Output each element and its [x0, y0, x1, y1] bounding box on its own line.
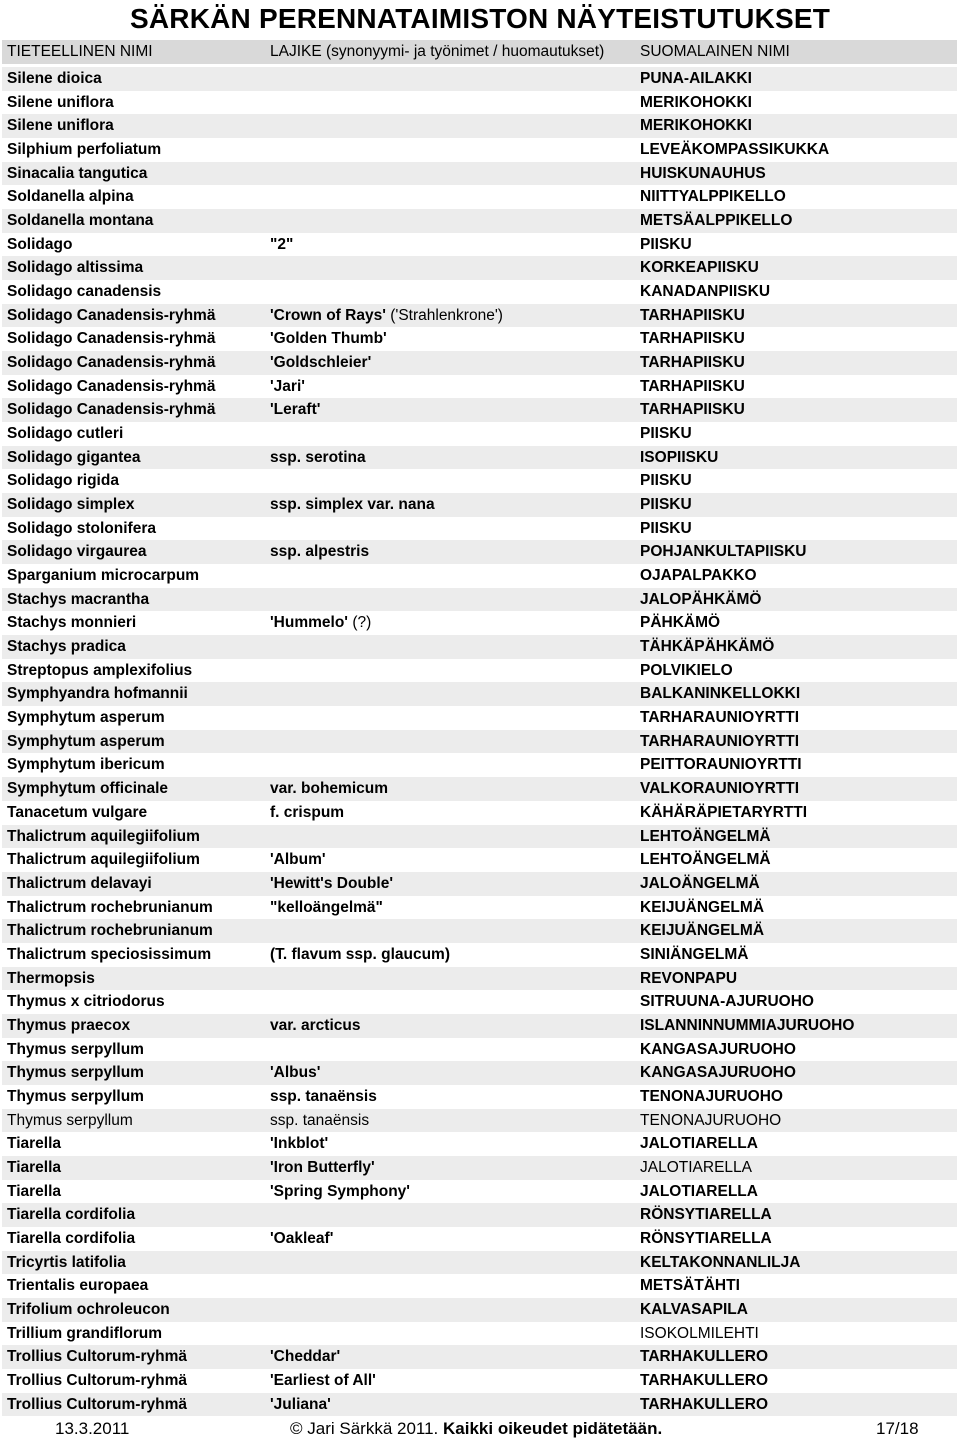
cultivar-cell [270, 1088, 377, 1106]
scientific-name-cell: Solidago Canadensis-ryhmä [7, 401, 216, 419]
cultivar-cell [270, 1348, 340, 1366]
cultivar-text: ssp. alpestris [270, 543, 370, 561]
finnish-name-cell: SITRUUNA-AJURUOHO [640, 993, 814, 1011]
scientific-name-cell: Silene uniflora [7, 93, 114, 111]
cultivar-note: ('Strahlenkrone') [390, 306, 503, 324]
scientific-name-cell: Thermopsis [7, 969, 95, 987]
table-row [2, 872, 957, 896]
finnish-name-cell: PEITTORAUNIOYRTTI [640, 756, 802, 774]
finnish-name-cell: REVONPAPU [640, 969, 738, 987]
scientific-name-cell: Trollius Cultorum-ryhmä [7, 1371, 187, 1389]
finnish-name-cell: LEHTOÄNGELMÄ [640, 851, 771, 869]
finnish-name-cell: TARHAKULLERO [640, 1371, 769, 1389]
finnish-name-cell: PIISKU [640, 425, 692, 443]
scientific-name-cell: Tiarella cordifolia [7, 1229, 136, 1247]
finnish-name-cell: POLVIKIELO [640, 661, 733, 679]
scientific-name-cell: Solidago canadensis [7, 283, 162, 301]
finnish-name-cell: TARHAPIISKU [640, 354, 745, 372]
finnish-name-cell: TARHARAUNIOYRTTI [640, 709, 800, 727]
cultivar-text: ssp. serotina [270, 448, 366, 466]
scientific-name-cell: Trifolium ochroleucon [7, 1300, 170, 1318]
table-row [2, 233, 957, 257]
cultivar-text: 'Hewitt's Double' [270, 874, 394, 892]
column-header-finnish-name: SUOMALAINEN NIMI [640, 43, 790, 60]
scientific-name-cell: Solidago Canadensis-ryhmä [7, 377, 216, 395]
scientific-name-cell: Tiarella cordifolia [7, 1206, 136, 1224]
finnish-name-cell: BALKANINKELLOKKI [640, 685, 801, 703]
table-row [2, 114, 957, 138]
scientific-name-cell: Tiarella [7, 1135, 62, 1153]
table-row [2, 138, 957, 162]
page-title: SÄRKÄN PERENNATAIMISTON NÄYTEISTUTUKSET [130, 3, 831, 34]
finnish-name-cell: TARHAPIISKU [640, 306, 745, 324]
finnish-name-cell: TÄHKÄPÄHKÄMÖ [640, 638, 775, 656]
cultivar-text: var. bohemicum [270, 780, 389, 798]
finnish-name-cell: LEVEÄKOMPASSIKUKKA [640, 141, 830, 159]
finnish-name-cell: KANADANPIISKU [640, 283, 771, 301]
cultivar-text: f. crispum [270, 803, 345, 821]
table-row [2, 162, 957, 186]
table-row [2, 1038, 957, 1062]
scientific-name-cell: Silphium perfoliatum [7, 141, 162, 159]
scientific-name-cell: Sinacalia tangutica [7, 164, 148, 182]
column-header-cultivar: LAJIKE (synonyymi- ja työnimet / huomautukset) [270, 43, 605, 60]
cultivar-text: 'Goldschleier' [270, 354, 372, 372]
finnish-name-cell: TARHAPIISKU [640, 401, 745, 419]
finnish-name-cell: JALOÄNGELMÄ [640, 874, 760, 892]
table-row [2, 896, 957, 920]
cultivar-cell [270, 307, 503, 325]
table-row [2, 1180, 957, 1204]
scientific-name-cell: Symphytum officinale [7, 780, 169, 798]
finnish-name-cell: OJAPALPAKKO [640, 567, 757, 585]
cultivar-text: 'Album' [270, 851, 326, 869]
finnish-name-cell: PUNA-AILAKKI [640, 70, 752, 87]
table-row [2, 588, 957, 612]
table-row [2, 256, 957, 280]
scientific-name-cell: Stachys pradica [7, 638, 126, 656]
table-row [2, 1014, 957, 1038]
rights-text: Kaikki oikeudet pidätetään. [443, 1419, 663, 1438]
cultivar-cell [270, 401, 320, 419]
table-row [2, 398, 957, 422]
page-footer [0, 1419, 960, 1443]
cultivar-cell [270, 1112, 369, 1130]
cultivar-cell [270, 1372, 376, 1390]
finnish-name-cell: SINIÄNGELMÄ [640, 945, 749, 963]
table-row [2, 1345, 957, 1369]
table-row [2, 1156, 957, 1180]
cultivar-cell [270, 1017, 360, 1035]
table-row [2, 185, 957, 209]
finnish-name-cell: KÄHÄRÄPIETARYRTTI [640, 803, 808, 821]
cultivar-text: 'Leraft' [270, 401, 321, 419]
finnish-name-cell: TARHAPIISKU [640, 330, 745, 348]
finnish-name-cell: HUISKUNAUHUS [640, 164, 766, 182]
table-row [2, 469, 957, 493]
table-row [2, 446, 957, 470]
cultivar-cell [270, 899, 383, 917]
table-row [2, 67, 957, 91]
finnish-name-cell: TARHAKULLERO [640, 1348, 769, 1366]
scientific-name-cell: Symphyandra hofmannii [7, 685, 188, 703]
table-row [2, 611, 957, 635]
scientific-name-cell: Thalictrum rochebrunianum [7, 898, 213, 916]
scientific-name-cell: Thymus serpyllum [7, 1040, 144, 1058]
cultivar-text: (T. flavum ssp. glaucum) [270, 945, 451, 963]
scientific-name-cell: Stachys monnieri [7, 614, 137, 632]
cultivar-note: (?) [352, 614, 372, 632]
cultivar-text: "kelloängelmä" [270, 898, 383, 916]
cultivar-text: var. arcticus [270, 1016, 361, 1034]
scientific-name-cell: Solidago gigantea [7, 448, 141, 466]
cultivar-cell [270, 236, 293, 254]
finnish-name-cell: PIISKU [640, 472, 692, 490]
finnish-name-cell: MERIKOHOKKI [640, 93, 752, 111]
scientific-name-cell: Solidago rigida [7, 472, 119, 490]
cultivar-text: 'Inkblot' [270, 1135, 329, 1153]
finnish-name-cell: KEIJUÄNGELMÄ [640, 898, 765, 916]
finnish-name-cell: METSÄTÄHTI [640, 1277, 740, 1295]
footer-date: 13.3.2011 [55, 1419, 130, 1438]
scientific-name-cell: Tricyrtis latifolia [7, 1253, 126, 1271]
cultivar-text: 'Hummelo' [270, 614, 348, 632]
cultivar-text: 'Earliest of All' [270, 1371, 376, 1389]
scientific-name-cell: Solidago Canadensis-ryhmä [7, 354, 216, 372]
cultivar-text: 'Spring Symphony' [270, 1182, 410, 1200]
table-row [2, 706, 957, 730]
finnish-name-cell: LEHTOÄNGELMÄ [640, 827, 771, 845]
scientific-name-cell: Solidago [7, 235, 73, 253]
finnish-name-cell: RÖNSYTIARELLA [640, 1206, 772, 1224]
cultivar-text: 'Juliana' [270, 1395, 331, 1413]
finnish-name-cell: TENONAJURUOHO [640, 1111, 782, 1129]
cultivar-cell [270, 875, 393, 893]
table-row [2, 825, 957, 849]
cultivar-cell [270, 354, 371, 372]
scientific-name-cell: Solidago stolonifera [7, 519, 156, 537]
finnish-name-cell: JALOPÄHKÄMÖ [640, 590, 762, 608]
table-row [2, 659, 957, 683]
finnish-name-cell: KORKEAPIISKU [640, 259, 759, 277]
cultivar-cell [270, 780, 388, 798]
scientific-name-cell: Solidago cutleri [7, 425, 124, 443]
table-row [2, 517, 957, 541]
finnish-name-cell: ISOPIISKU [640, 448, 719, 466]
table-row [2, 1203, 957, 1227]
finnish-name-cell: KEIJUÄNGELMÄ [640, 922, 765, 940]
scientific-name-cell: Trillium grandiflorum [7, 1324, 163, 1342]
scientific-name-cell: Solidago Canadensis-ryhmä [7, 330, 216, 348]
finnish-name-cell: KALVASAPILA [640, 1300, 748, 1318]
table-row [2, 280, 957, 304]
scientific-name-cell: Symphytum asperum [7, 732, 165, 750]
table-row [2, 753, 957, 777]
cultivar-text: 'Albus' [270, 1064, 321, 1082]
table-row [2, 1322, 957, 1346]
cultivar-text: 'Cheddar' [270, 1348, 341, 1366]
cultivar-text: ssp. tanaënsis [270, 1087, 377, 1105]
finnish-name-cell: MERIKOHOKKI [640, 117, 752, 135]
cultivar-cell [270, 330, 387, 348]
scientific-name-cell: Tiarella [7, 1182, 62, 1200]
scientific-name-cell: Stachys macrantha [7, 590, 150, 608]
cultivar-cell [270, 1135, 328, 1153]
table-row [2, 967, 957, 991]
scientific-name-cell: Tanacetum vulgare [7, 803, 148, 821]
table-row [2, 1251, 957, 1275]
column-header-scientific-name: TIETEELLINEN NIMI [7, 43, 153, 60]
table-row [2, 730, 957, 754]
finnish-name-cell: RÖNSYTIARELLA [640, 1229, 772, 1247]
cultivar-cell [270, 851, 326, 869]
finnish-name-cell: KELTAKONNANLILJA [640, 1253, 801, 1271]
scientific-name-cell: Symphytum asperum [7, 709, 165, 727]
scientific-name-cell: Thalictrum rochebrunianum [7, 922, 213, 940]
table-row [2, 801, 957, 825]
cultivar-cell [270, 1064, 320, 1082]
cultivar-text: ssp. tanaënsis [270, 1111, 370, 1129]
table-row [2, 1298, 957, 1322]
table-row [2, 375, 957, 399]
scientific-name-cell: Tiarella [7, 1158, 62, 1176]
scientific-name-cell: Thymus serpyllum [7, 1111, 133, 1129]
cultivar-text: 'Crown of Rays' [270, 306, 386, 324]
scientific-name-cell: Silene dioica [7, 70, 102, 87]
scientific-name-cell: Symphytum ibericum [7, 756, 165, 774]
scientific-name-cell: Streptopus amplexifolius [7, 661, 193, 679]
scientific-name-cell: Trientalis europaea [7, 1277, 149, 1295]
table-row [2, 943, 957, 967]
finnish-name-cell: POHJANKULTAPIISKU [640, 543, 807, 561]
cultivar-text: 'Jari' [270, 377, 305, 395]
finnish-name-cell: ISLANNINNUMMIAJURUOHO [640, 1016, 855, 1034]
table-row [2, 777, 957, 801]
copyright-text: © Jari Särkkä 2011. [290, 1419, 439, 1438]
scientific-name-cell: Thalictrum aquilegiifolium [7, 827, 200, 845]
scientific-name-cell: Thalictrum speciosissimum [7, 945, 212, 963]
finnish-name-cell: PIISKU [640, 519, 692, 537]
cultivar-text: ssp. simplex var. nana [270, 496, 435, 514]
table-row [2, 209, 957, 233]
table-row [2, 304, 957, 328]
finnish-name-cell: TARHAPIISKU [640, 377, 745, 395]
finnish-name-cell: TARHAKULLERO [640, 1395, 769, 1413]
table-row [2, 1061, 957, 1085]
table-row [2, 351, 957, 375]
scientific-name-cell: Solidago virgaurea [7, 543, 147, 561]
scientific-name-cell: Thymus x citriodorus [7, 993, 165, 1011]
table-row [2, 1132, 957, 1156]
table-row [2, 422, 957, 446]
scientific-name-cell: Solidago Canadensis-ryhmä [7, 306, 216, 324]
footer-copyright [290, 1419, 662, 1439]
table-row [2, 540, 957, 564]
cultivar-cell [270, 543, 369, 561]
scientific-name-cell: Trollius Cultorum-ryhmä [7, 1348, 187, 1366]
cultivar-text: 'Oakleaf' [270, 1229, 334, 1247]
scientific-name-cell: Thalictrum aquilegiifolium [7, 851, 200, 869]
table-row [2, 635, 957, 659]
finnish-name-cell: METSÄALPPIKELLO [640, 212, 793, 230]
scientific-name-cell: Soldanella alpina [7, 188, 134, 206]
cultivar-cell [270, 614, 371, 632]
finnish-name-cell: NIITTYALPPIKELLO [640, 188, 786, 206]
scientific-name-cell: Thymus serpyllum [7, 1064, 144, 1082]
table-row [2, 1393, 957, 1417]
cultivar-cell [270, 496, 435, 514]
scientific-name-cell: Soldanella montana [7, 212, 154, 230]
table-row [2, 91, 957, 115]
cultivar-text: 'Golden Thumb' [270, 330, 387, 348]
table-row [2, 564, 957, 588]
finnish-name-cell: PÄHKÄMÖ [640, 614, 721, 632]
table-row [2, 990, 957, 1014]
cultivar-cell [270, 449, 366, 467]
table-row [2, 1274, 957, 1298]
finnish-name-cell: PIISKU [640, 235, 692, 253]
cultivar-cell [270, 378, 305, 396]
cultivar-cell [270, 946, 450, 964]
finnish-name-cell: TENONAJURUOHO [640, 1087, 783, 1105]
cultivar-cell [270, 804, 344, 822]
scientific-name-cell: Solidago simplex [7, 496, 135, 514]
cultivar-cell [270, 1230, 333, 1248]
finnish-name-cell: KANGASAJURUOHO [640, 1040, 796, 1058]
scientific-name-cell: Silene uniflora [7, 117, 114, 135]
table-row [2, 1369, 957, 1393]
table-row [2, 919, 957, 943]
cultivar-cell [270, 1159, 375, 1177]
table-row [2, 1227, 957, 1251]
finnish-name-cell: VALKORAUNIOYRTTI [640, 780, 800, 798]
plant-table [2, 67, 957, 1416]
scientific-name-cell: Thalictrum delavayi [7, 874, 152, 892]
finnish-name-cell: TARHARAUNIOYRTTI [640, 732, 800, 750]
scientific-name-cell: Solidago altissima [7, 259, 144, 277]
finnish-name-cell: JALOTIARELLA [640, 1158, 752, 1176]
scientific-name-cell: Thymus serpyllum [7, 1087, 144, 1105]
cultivar-text: "2" [270, 235, 294, 253]
page-number: 17/18 [876, 1419, 919, 1438]
table-row [2, 848, 957, 872]
scientific-name-cell: Thymus praecox [7, 1016, 131, 1034]
finnish-name-cell: KANGASAJURUOHO [640, 1064, 796, 1082]
scientific-name-cell: Trollius Cultorum-ryhmä [7, 1395, 187, 1413]
table-row [2, 493, 957, 517]
table-row [2, 1085, 957, 1109]
cultivar-text: 'Iron Butterfly' [270, 1158, 375, 1176]
finnish-name-cell: JALOTIARELLA [640, 1182, 758, 1200]
finnish-name-cell: ISOKOLMILEHTI [640, 1324, 759, 1342]
cultivar-cell [270, 1183, 410, 1201]
finnish-name-cell: JALOTIARELLA [640, 1135, 758, 1153]
finnish-name-cell: PIISKU [640, 496, 692, 514]
table-row [2, 682, 957, 706]
scientific-name-cell: Sparganium microcarpum [7, 567, 200, 585]
table-row [2, 1109, 957, 1133]
cultivar-cell [270, 1396, 331, 1414]
table-row [2, 327, 957, 351]
table-header [2, 40, 957, 64]
